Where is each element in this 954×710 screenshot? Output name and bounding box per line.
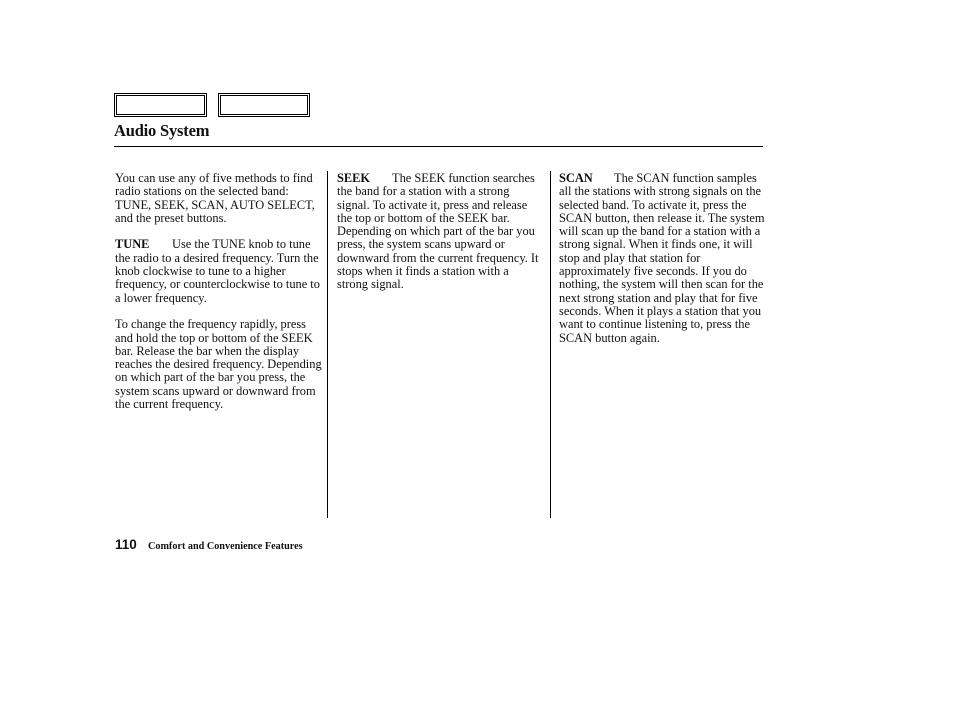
column-divider-2 [550, 171, 551, 518]
nav-button-next[interactable] [218, 93, 310, 117]
column-right [559, 172, 765, 345]
scan-paragraph [559, 172, 765, 345]
section-name: Comfort and Convenience Features [148, 541, 303, 552]
seek-text: The SEEK function searches the band for a station with a strong signal. To activate it, press and release the top or bottom of the SEEK bar. Depending on which part of the bar you press, the system scans upward or downward from the current frequency. It stops when it finds a station with a strong signal. [337, 171, 539, 292]
seek-term: SEEK [337, 171, 371, 185]
title-divider [114, 146, 763, 147]
tune-term: TUNE [115, 237, 150, 252]
scan-term: SCAN [559, 171, 593, 185]
column-middle [337, 172, 542, 292]
page-number: 110 [115, 537, 137, 552]
nav-button-previous[interactable] [114, 93, 207, 117]
scan-text: The SCAN function samples all the stations with strong signals on the selected band. To activate it, press the SCAN button, then release it. The system will scan up the band for a station with a strong signal. When it finds one, it will stop and play that station for approximately five seconds. If you do nothing, the system will then scan for the next strong station and play that for five seconds. When it plays a station that you want to continue listening to, press the SCAN button again. [559, 171, 765, 345]
intro-paragraph: You can use any of five methods to find radio stations on the selected band: TUNE, SEEK, SCAN, AUTO SELECT, and the preset buttons. [115, 171, 315, 225]
column-divider-1 [327, 171, 328, 518]
tune-paragraph [115, 238, 322, 304]
tune-text: Use the TUNE knob to tune the radio to a desired frequency. Turn the knob clockwise to tune to a higher frequency, or counterclockwise to tune to a lower frequency. [115, 237, 320, 305]
column-left [115, 172, 322, 411]
seek-paragraph [337, 172, 542, 292]
rapid-change-paragraph: To change the frequency rapidly, press and hold the top or bottom of the SEEK bar. Release the bar when the display reaches the desired frequency. Depending on which part of the bar you press, the system scans upward or downward from the current frequency. [115, 317, 322, 412]
page-title: Audio System [114, 121, 210, 140]
